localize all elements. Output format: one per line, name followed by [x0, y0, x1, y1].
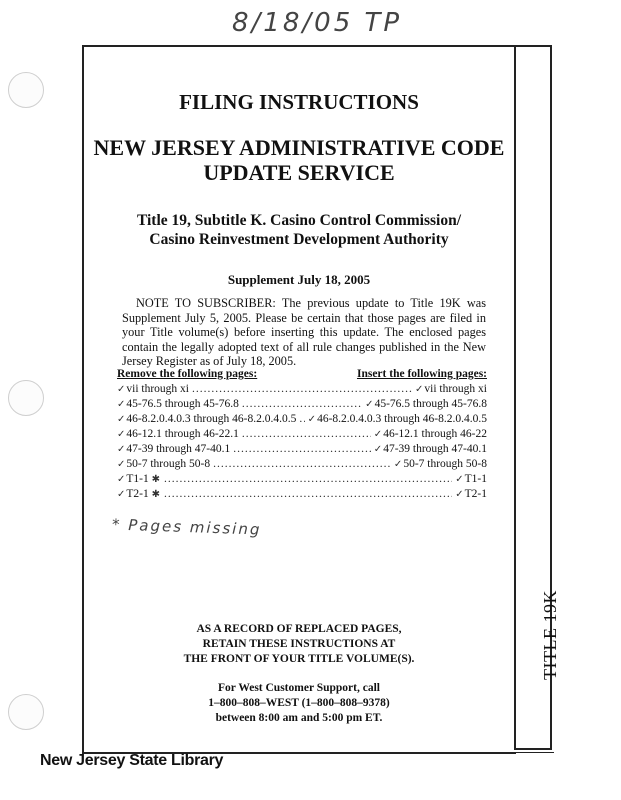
remove-range: T1-1	[126, 473, 149, 485]
check-mark-icon: ✓	[117, 384, 126, 395]
dot-leader	[299, 413, 304, 425]
check-mark-icon: ✓	[393, 459, 403, 470]
dot-leader	[164, 473, 452, 485]
check-mark-icon: ✓	[117, 399, 126, 410]
supplement-date: Supplement July 18, 2005	[227, 272, 371, 287]
handwritten-date-note: 8/18/05 TP	[232, 8, 403, 38]
title-heading-line2: Casino Reinvestment Development Authority	[149, 231, 449, 248]
dot-leader	[213, 458, 391, 470]
record-instruction-line2: RETAIN THESE INSTRUCTIONS AT	[202, 638, 396, 650]
check-mark-icon: ✓	[307, 414, 317, 425]
page-row	[117, 428, 487, 443]
remove-range: 47-39 through 47-40.1	[126, 443, 231, 455]
check-mark-icon: ✓	[373, 444, 383, 455]
page-row	[117, 443, 487, 458]
check-mark-icon: ✓	[117, 474, 126, 485]
support-hours: between 8:00 am and 5:00 pm ET.	[215, 712, 383, 724]
dot-leader	[242, 398, 362, 410]
insert-range: T2-1	[464, 488, 487, 500]
insert-range: vii through xi	[424, 383, 487, 395]
library-stamp: New Jersey State Library	[40, 752, 224, 769]
binder-hole-middle	[8, 380, 44, 416]
remove-range: 50-7 through 50-8	[126, 458, 211, 470]
support-line1: For West Customer Support, call	[218, 682, 380, 694]
asterisk-mark-icon: ✱	[151, 489, 161, 500]
record-instruction-line3: THE FRONT OF YOUR TITLE VOLUME(S).	[183, 653, 415, 665]
record-instruction-line1: AS A RECORD OF REPLACED PAGES,	[196, 623, 402, 635]
dot-leader	[242, 428, 371, 440]
title-tab-label: TITLE 19K	[540, 590, 560, 680]
filing-instructions-heading: FILING INSTRUCTIONS	[179, 90, 419, 114]
check-mark-icon: ✓	[455, 474, 464, 485]
dot-leader	[233, 443, 371, 455]
insert-range: 46-12.1 through 46-22	[383, 428, 487, 440]
check-mark-icon: ✓	[373, 429, 383, 440]
check-mark-icon: ✓	[365, 399, 374, 410]
check-mark-icon: ✓	[117, 414, 126, 425]
check-mark-icon: ✓	[117, 444, 126, 455]
insert-range: 46-8.2.0.4.0.3 through 46-8.2.0.4.0.5	[317, 413, 487, 425]
insert-column-header: Insert the following pages:	[356, 368, 487, 380]
remove-range: 46-8.2.0.4.0.3 through 46-8.2.0.4.0.5	[126, 413, 297, 425]
check-mark-icon: ✓	[117, 489, 126, 500]
insert-range: 50-7 through 50-8	[403, 458, 487, 470]
page-row	[117, 458, 487, 473]
support-phone: 1–800–808–WEST (1–800–808–9378)	[208, 697, 390, 709]
remove-column-header: Remove the following pages:	[117, 368, 258, 380]
binder-hole-bottom	[8, 694, 44, 730]
page-row	[117, 413, 487, 428]
page-row	[117, 488, 487, 503]
dot-leader	[164, 488, 452, 500]
remove-range: 46-12.1 through 46-22.1	[126, 428, 239, 440]
binder-hole-top	[8, 72, 44, 108]
title-heading-line1: Title 19, Subtitle K. Casino Control Commission/	[136, 212, 462, 229]
remove-range: vii through xi	[126, 383, 190, 395]
page-row	[117, 473, 487, 488]
check-mark-icon: ✓	[117, 459, 126, 470]
note-to-subscriber: NOTE TO SUBSCRIBER: The previous update to Title 19K was Supplement July 5, 2005. Please be certain that those pages are filed in your Title volume(s) before inserting this update. The enclosed pages contain the legally adopted text of all rule changes published in the New Jersey Register as of July 18, 2005.	[122, 296, 486, 368]
insert-range: 45-76.5 through 45-76.8	[374, 398, 487, 410]
dot-leader	[192, 383, 412, 395]
check-mark-icon: ✓	[117, 429, 126, 440]
handwritten-missing-note: * Pages missing	[111, 515, 262, 539]
asterisk-mark-icon: ✱	[151, 474, 161, 485]
page-columns-header	[117, 368, 487, 380]
remove-range: T2-1	[126, 488, 149, 500]
page-row	[117, 398, 487, 413]
code-heading-line1: NEW JERSEY ADMINISTRATIVE CODE	[93, 135, 505, 160]
check-mark-icon: ✓	[414, 384, 424, 395]
page-row	[117, 383, 487, 398]
insert-range: 47-39 through 47-40.1	[383, 443, 487, 455]
check-mark-icon: ✓	[455, 489, 464, 500]
code-heading-line2: UPDATE SERVICE	[203, 160, 395, 185]
insert-range: T1-1	[464, 473, 487, 485]
remove-range: 45-76.5 through 45-76.8	[126, 398, 239, 410]
